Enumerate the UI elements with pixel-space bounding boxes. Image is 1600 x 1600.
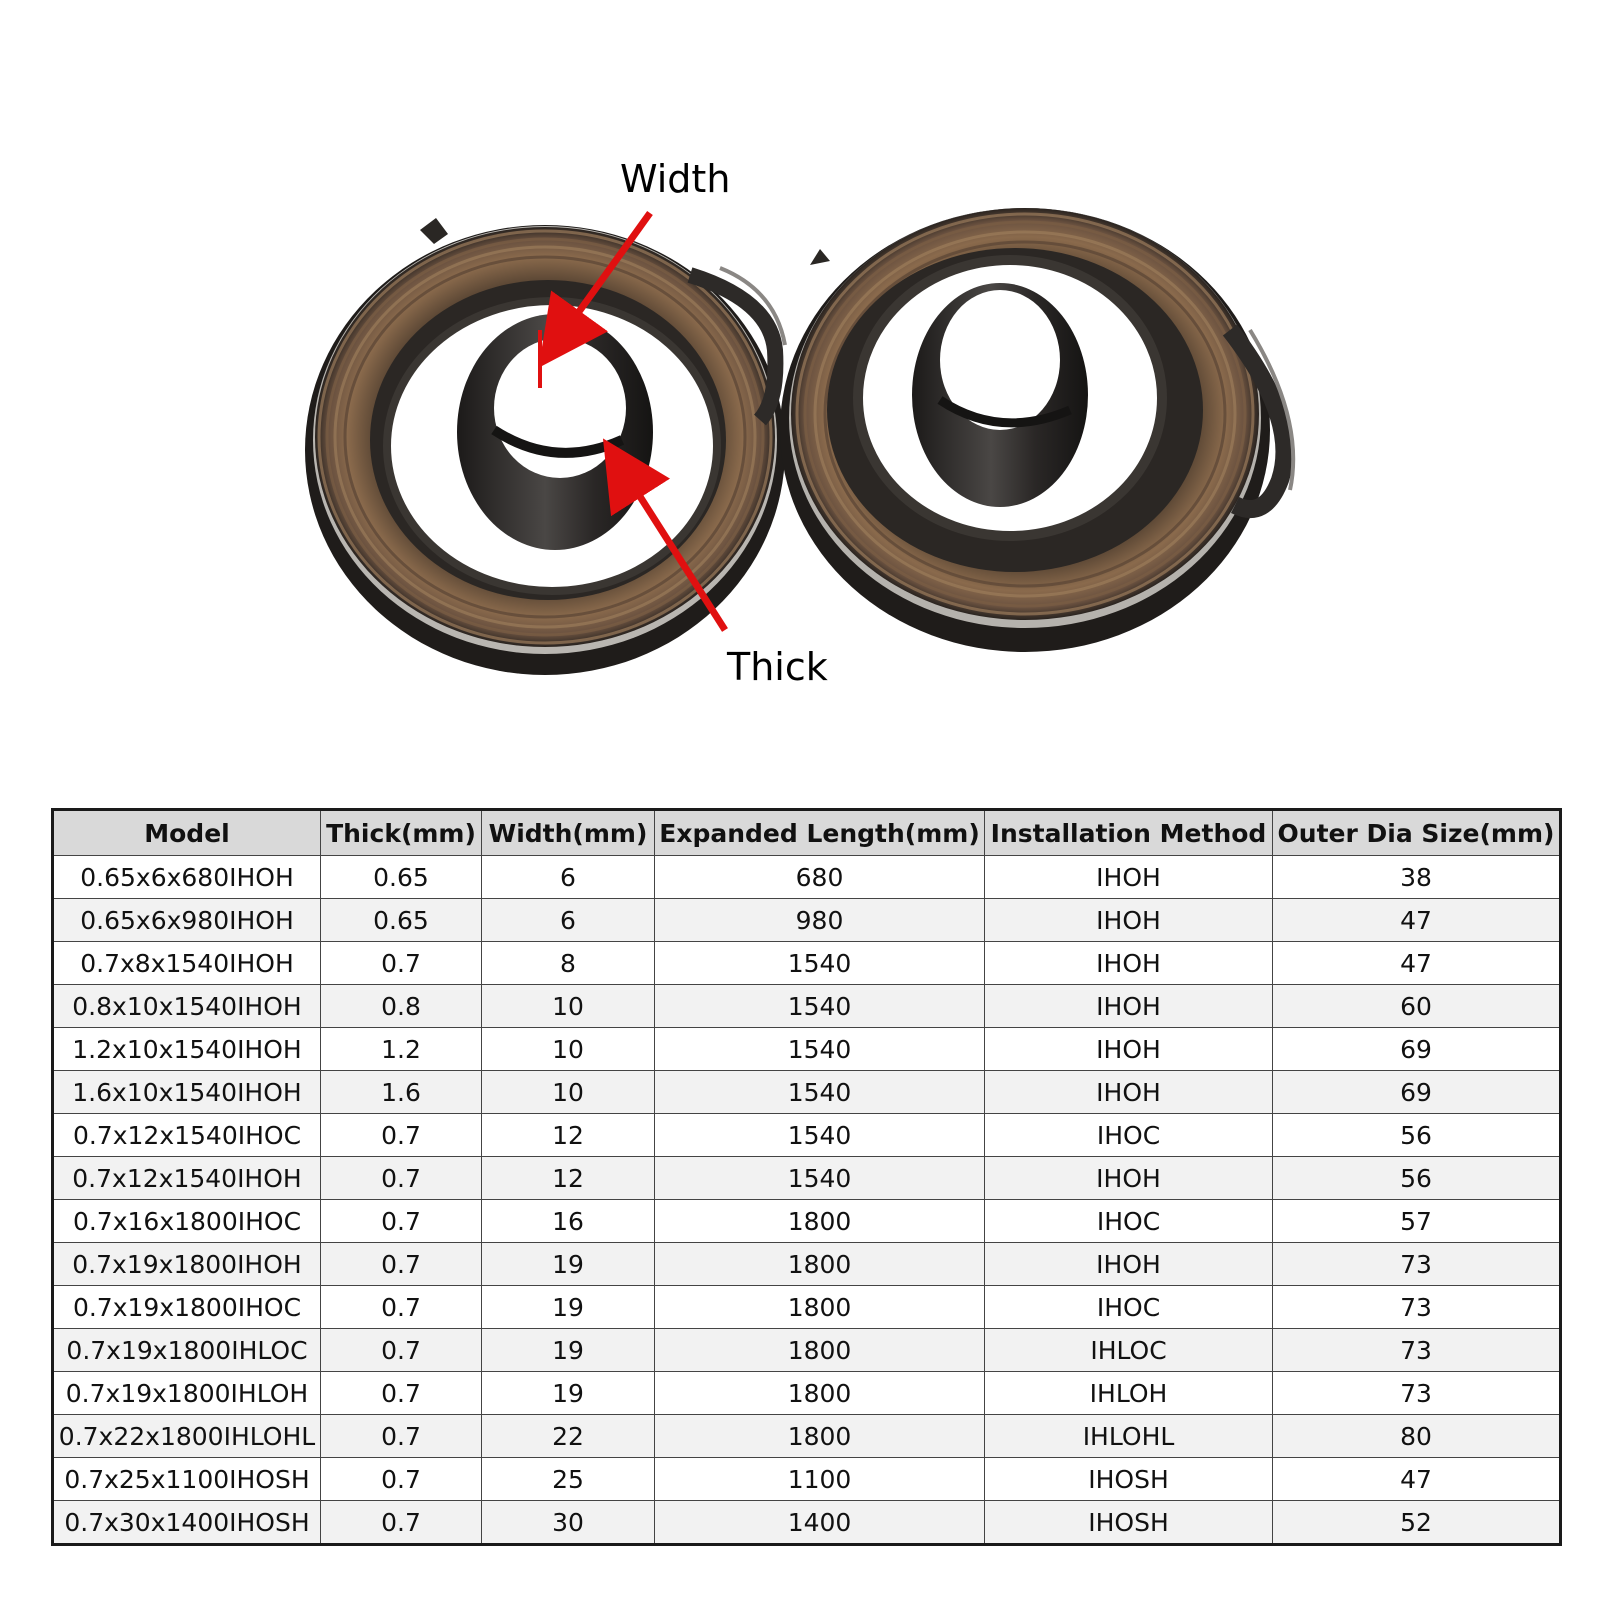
- cell-thick: 0.7: [321, 1458, 482, 1501]
- cell-installation-method: IHOH: [985, 856, 1273, 899]
- cell-model: 0.7x22x1800IHLOHL: [53, 1415, 321, 1458]
- cell-model: 0.7x30x1400IHOSH: [53, 1501, 321, 1545]
- table-row: [53, 1157, 1561, 1200]
- cell-outer-dia: 69: [1273, 1028, 1561, 1071]
- cell-width: 12: [482, 1114, 655, 1157]
- cell-width: 30: [482, 1501, 655, 1545]
- table-row: [53, 1243, 1561, 1286]
- cell-installation-method: IHOC: [985, 1114, 1273, 1157]
- cell-outer-dia: 73: [1273, 1286, 1561, 1329]
- cell-expanded-length: 1540: [655, 985, 985, 1028]
- cell-width: 19: [482, 1286, 655, 1329]
- cell-installation-method: IHOH: [985, 899, 1273, 942]
- column-header-expanded-length: Expanded Length(mm): [655, 810, 985, 856]
- cell-model: 0.7x19x1800IHOC: [53, 1286, 321, 1329]
- width-callout-label: Width: [620, 157, 731, 201]
- cell-expanded-length: 1540: [655, 942, 985, 985]
- cell-installation-method: IHLOC: [985, 1329, 1273, 1372]
- right-spring-coil: [780, 208, 1293, 652]
- cell-outer-dia: 52: [1273, 1501, 1561, 1545]
- cell-model: 1.6x10x1540IHOH: [53, 1071, 321, 1114]
- cell-expanded-length: 1800: [655, 1415, 985, 1458]
- cell-expanded-length: 1540: [655, 1114, 985, 1157]
- table-header-row: [53, 810, 1561, 856]
- spring-spec-table: [51, 808, 1562, 1546]
- cell-model: 0.7x19x1800IHLOH: [53, 1372, 321, 1415]
- cell-width: 19: [482, 1372, 655, 1415]
- cell-width: 10: [482, 1071, 655, 1114]
- cell-outer-dia: 60: [1273, 985, 1561, 1028]
- cell-model: 0.65x6x680IHOH: [53, 856, 321, 899]
- cell-installation-method: IHOSH: [985, 1501, 1273, 1545]
- table-row: [53, 1114, 1561, 1157]
- cell-installation-method: IHOSH: [985, 1458, 1273, 1501]
- cell-expanded-length: 1400: [655, 1501, 985, 1545]
- cell-expanded-length: 980: [655, 899, 985, 942]
- cell-model: 0.7x19x1800IHOH: [53, 1243, 321, 1286]
- cell-thick: 0.7: [321, 1286, 482, 1329]
- cell-width: 6: [482, 856, 655, 899]
- cell-installation-method: IHOH: [985, 942, 1273, 985]
- cell-model: 0.7x8x1540IHOH: [53, 942, 321, 985]
- cell-installation-method: IHOH: [985, 1243, 1273, 1286]
- table-row: [53, 856, 1561, 899]
- cell-expanded-length: 1540: [655, 1071, 985, 1114]
- cell-installation-method: IHLOH: [985, 1372, 1273, 1415]
- cell-expanded-length: 1800: [655, 1329, 985, 1372]
- table-row: [53, 1329, 1561, 1372]
- cell-width: 19: [482, 1243, 655, 1286]
- table-body: [53, 856, 1561, 1545]
- table-row: [53, 1071, 1561, 1114]
- cell-model: 0.7x12x1540IHOH: [53, 1157, 321, 1200]
- cell-width: 22: [482, 1415, 655, 1458]
- cell-expanded-length: 1100: [655, 1458, 985, 1501]
- table-row: [53, 1200, 1561, 1243]
- cell-outer-dia: 73: [1273, 1329, 1561, 1372]
- cell-outer-dia: 47: [1273, 1458, 1561, 1501]
- cell-expanded-length: 1540: [655, 1157, 985, 1200]
- cell-expanded-length: 1800: [655, 1200, 985, 1243]
- cell-thick: 0.7: [321, 942, 482, 985]
- cell-expanded-length: 1800: [655, 1243, 985, 1286]
- cell-installation-method: IHOH: [985, 1028, 1273, 1071]
- cell-outer-dia: 57: [1273, 1200, 1561, 1243]
- cell-thick: 0.65: [321, 856, 482, 899]
- cell-model: 0.7x16x1800IHOC: [53, 1200, 321, 1243]
- cell-installation-method: IHOH: [985, 985, 1273, 1028]
- cell-installation-method: IHOC: [985, 1286, 1273, 1329]
- cell-outer-dia: 56: [1273, 1157, 1561, 1200]
- cell-thick: 0.8: [321, 985, 482, 1028]
- cell-model: 0.7x25x1100IHOSH: [53, 1458, 321, 1501]
- cell-installation-method: IHOC: [985, 1200, 1273, 1243]
- table-row: [53, 1028, 1561, 1071]
- cell-width: 19: [482, 1329, 655, 1372]
- table-row: [53, 1415, 1561, 1458]
- cell-model: 0.8x10x1540IHOH: [53, 985, 321, 1028]
- cell-width: 12: [482, 1157, 655, 1200]
- column-header-thick: Thick(mm): [321, 810, 482, 856]
- cell-thick: 0.7: [321, 1501, 482, 1545]
- cell-thick: 1.2: [321, 1028, 482, 1071]
- cell-expanded-length: 1540: [655, 1028, 985, 1071]
- cell-outer-dia: 80: [1273, 1415, 1561, 1458]
- cell-thick: 0.7: [321, 1200, 482, 1243]
- cell-model: 0.65x6x980IHOH: [53, 899, 321, 942]
- cell-width: 16: [482, 1200, 655, 1243]
- cell-thick: 0.7: [321, 1114, 482, 1157]
- cell-expanded-length: 1800: [655, 1372, 985, 1415]
- table-row: [53, 985, 1561, 1028]
- cell-width: 6: [482, 899, 655, 942]
- cell-installation-method: IHOH: [985, 1071, 1273, 1114]
- cell-thick: 0.7: [321, 1157, 482, 1200]
- cell-outer-dia: 73: [1273, 1372, 1561, 1415]
- cell-thick: 0.7: [321, 1415, 482, 1458]
- column-header-width: Width(mm): [482, 810, 655, 856]
- cell-width: 10: [482, 1028, 655, 1071]
- table-row: [53, 942, 1561, 985]
- cell-model: 0.7x19x1800IHLOC: [53, 1329, 321, 1372]
- cell-outer-dia: 47: [1273, 899, 1561, 942]
- column-header-installation-method: Installation Method: [985, 810, 1273, 856]
- cell-thick: 1.6: [321, 1071, 482, 1114]
- cell-thick: 0.7: [321, 1372, 482, 1415]
- cell-installation-method: IHLOHL: [985, 1415, 1273, 1458]
- table-row: [53, 1286, 1561, 1329]
- cell-thick: 0.7: [321, 1243, 482, 1286]
- cell-outer-dia: 69: [1273, 1071, 1561, 1114]
- thick-callout-label: Thick: [727, 645, 828, 689]
- cell-width: 25: [482, 1458, 655, 1501]
- column-header-model: Model: [53, 810, 321, 856]
- table-row: [53, 1501, 1561, 1545]
- cell-width: 8: [482, 942, 655, 985]
- cell-thick: 0.7: [321, 1329, 482, 1372]
- cell-model: 0.7x12x1540IHOC: [53, 1114, 321, 1157]
- cell-installation-method: IHOH: [985, 1157, 1273, 1200]
- table-row: [53, 1372, 1561, 1415]
- cell-outer-dia: 73: [1273, 1243, 1561, 1286]
- cell-outer-dia: 56: [1273, 1114, 1561, 1157]
- column-header-outer-dia: Outer Dia Size(mm): [1273, 810, 1561, 856]
- cell-expanded-length: 680: [655, 856, 985, 899]
- cell-expanded-length: 1800: [655, 1286, 985, 1329]
- table-row: [53, 899, 1561, 942]
- cell-model: 1.2x10x1540IHOH: [53, 1028, 321, 1071]
- cell-outer-dia: 38: [1273, 856, 1561, 899]
- cell-width: 10: [482, 985, 655, 1028]
- table-row: [53, 1458, 1561, 1501]
- cell-outer-dia: 47: [1273, 942, 1561, 985]
- cell-thick: 0.65: [321, 899, 482, 942]
